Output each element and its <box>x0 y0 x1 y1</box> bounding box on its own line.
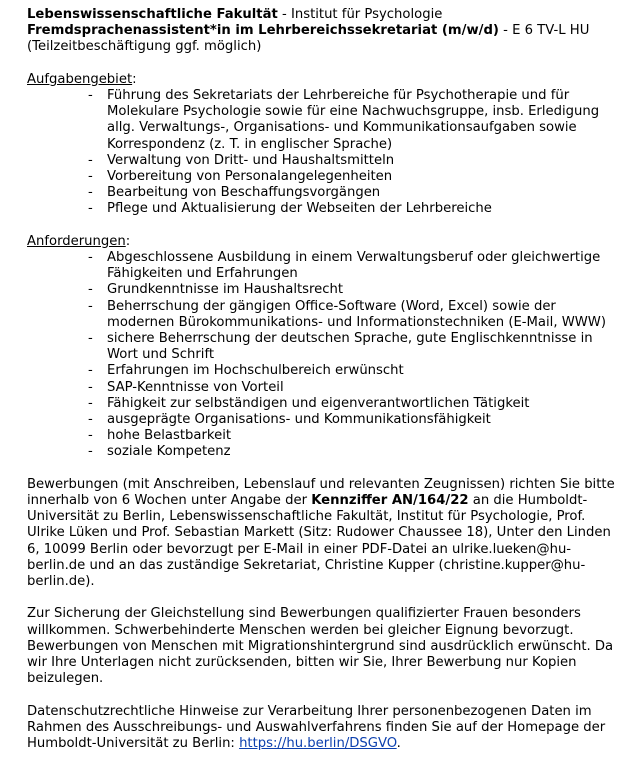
list-item <box>27 153 633 169</box>
application-text-end: an die Humboldt- Universität zu Berlin, Lebenswissenschaftliche Fakultät, Institut für Psychologie, Prof. Ulrike Lüken und Prof. Sebastian Markett (Sitz: Rudower Chaussee 18), Unter den Linden 6, 10099 Berlin oder bevorzugt per E-Mail in einer PDF-Datei an ulrike.lueken@hu- berlin.de und an das zuständige Sekretariat, Christine Kupper (christine.kupper@hu- berlin.de). <box>27 493 611 590</box>
privacy-end: . <box>396 736 401 752</box>
bullet-dash: - <box>88 88 93 103</box>
tasks-colon: : <box>132 71 137 87</box>
list-item <box>27 88 633 153</box>
bullet-dash: - <box>88 444 93 460</box>
list-item <box>27 444 633 460</box>
list-item-text: Führung des Sekretariats der Lehrbereiche für Psychotherapie und für Molekulare Psychologie sowie für eine Nachwuchsgruppe, insb. Erledigung allg. Verwaltungs-, Organisations- und Kommunikationsaufgaben sowie Korrespondenz (z. T. in englischer Sprache) <box>107 88 600 152</box>
bullet-dash: - <box>88 412 93 428</box>
application-paragraph <box>27 477 633 590</box>
list-item-text: Vorbereitung von Personalangelegenheiten <box>107 169 393 185</box>
part-time-note: (Teilzeitbeschäftigung ggf. möglich) <box>27 39 262 55</box>
requirements-colon: : <box>125 233 131 249</box>
list-item-text: ausgeprägte Organisations- und Kommunikationsfähigkeit <box>107 412 491 428</box>
list-item-text: soziale Kompetenz <box>107 444 231 460</box>
requirements-title: Anforderungen <box>27 233 126 249</box>
pay-grade: - E 6 TV-L HU <box>498 23 590 39</box>
bullet-dash: - <box>88 201 93 217</box>
equality-paragraph: Zur Sicherung der Gleichstellung sind Bewerbungen qualifizierter Frauen besonders willkommen. Schwerbehinderte Menschen werden bei gleicher Eignung bevorzugt. Bewerbungen von Menschen mit Migrationshintergrund sind ausdrücklich erwünscht. Da wir Ihre Unterlagen nicht zurücksenden, bitten wir Sie, Ihrer Bewerbung nur Kopien beizulegen. <box>27 606 614 687</box>
requirements-heading <box>27 234 633 250</box>
list-item-text: Pflege und Aktualisierung der Webseiten der Lehrbereiche <box>107 201 492 217</box>
list-item-text: Abgeschlossene Ausbildung in einem Verwaltungsberuf oder gleichwertige Fähigkeiten und Erfahrungen <box>107 250 601 282</box>
bullet-dash: - <box>88 250 93 266</box>
tasks-list <box>27 88 633 218</box>
list-item <box>27 185 633 201</box>
list-item-text: hohe Belastbarkeit <box>107 428 232 444</box>
tasks-heading <box>27 72 633 88</box>
list-item <box>27 331 633 363</box>
bullet-dash: - <box>88 379 93 395</box>
job-posting <box>27 7 633 752</box>
faculty-line <box>27 7 633 23</box>
list-item <box>27 201 633 217</box>
position-title: Fremdsprachenassistent*in im Lehrbereichssekretariat (m/w/d) <box>27 23 499 39</box>
list-item-text: SAP-Kenntnisse von Vorteil <box>107 379 284 395</box>
bullet-dash: - <box>88 363 93 379</box>
privacy-paragraph <box>27 704 633 753</box>
list-item-text: Erfahrungen im Hochschulbereich erwünscht <box>107 363 404 379</box>
list-item <box>27 380 633 396</box>
bullet-dash: - <box>88 395 93 411</box>
list-item-text: Fähigkeit zur selbständigen und eigenverantwortlichen Tätigkeit <box>107 395 530 411</box>
list-item-text: Grundkenntnisse im Haushaltsrecht <box>107 282 344 298</box>
list-item <box>27 250 633 282</box>
bullet-dash: - <box>88 282 93 298</box>
list-item <box>27 363 633 379</box>
list-item-text: Bearbeitung von Beschaffungsvorgängen <box>107 185 381 201</box>
institute-name: - Institut für Psychologie <box>277 7 443 22</box>
bullet-dash: - <box>88 428 93 444</box>
position-line <box>27 23 633 39</box>
tasks-title: Aufgabengebiet <box>27 71 133 87</box>
privacy-text: Datenschutzrechtliche Hinweise zur Verarbeitung Ihrer personenbezogenen Daten im Rahmen des Ausschreibungs- und Auswahlverfahrens finden Sie auf der Homepage der Humboldt-Universität zu Berlin: <box>27 703 606 752</box>
bullet-dash: - <box>88 169 93 185</box>
list-item <box>27 412 633 428</box>
list-item-text: Beherrschung der gängigen Office-Software (Word, Excel) sowie der modernen Bürokommunikations- und Informationstechniken (E-Mail, WWW) <box>107 298 606 330</box>
bullet-dash: - <box>88 331 93 347</box>
requirements-list <box>27 250 633 461</box>
list-item <box>27 396 633 412</box>
dsgvo-link[interactable]: https://hu.berlin/DSGVO <box>239 736 397 752</box>
list-item-text: sichere Beherrschung der deutschen Sprache, gute Englischkenntnisse in Wort und Schrift <box>107 331 593 363</box>
list-item-text: Verwaltung von Dritt- und Haushaltsmitteln <box>107 152 395 168</box>
list-item <box>27 282 633 298</box>
list-item <box>27 299 633 331</box>
bullet-dash: - <box>88 298 93 314</box>
reference-number: Kennziffer AN/164/22 <box>311 493 469 509</box>
faculty-name: Lebenswissenschaftliche Fakultät <box>27 7 278 22</box>
bullet-dash: - <box>88 185 93 201</box>
list-item <box>27 169 633 185</box>
bullet-dash: - <box>88 152 93 168</box>
application-text-start: Bewerbungen (mit Anschreiben, Lebenslauf und relevanten Zeugnissen) richten Sie bitte innerhalb von 6 Wochen unter Angabe der <box>27 476 615 509</box>
list-item <box>27 428 633 444</box>
